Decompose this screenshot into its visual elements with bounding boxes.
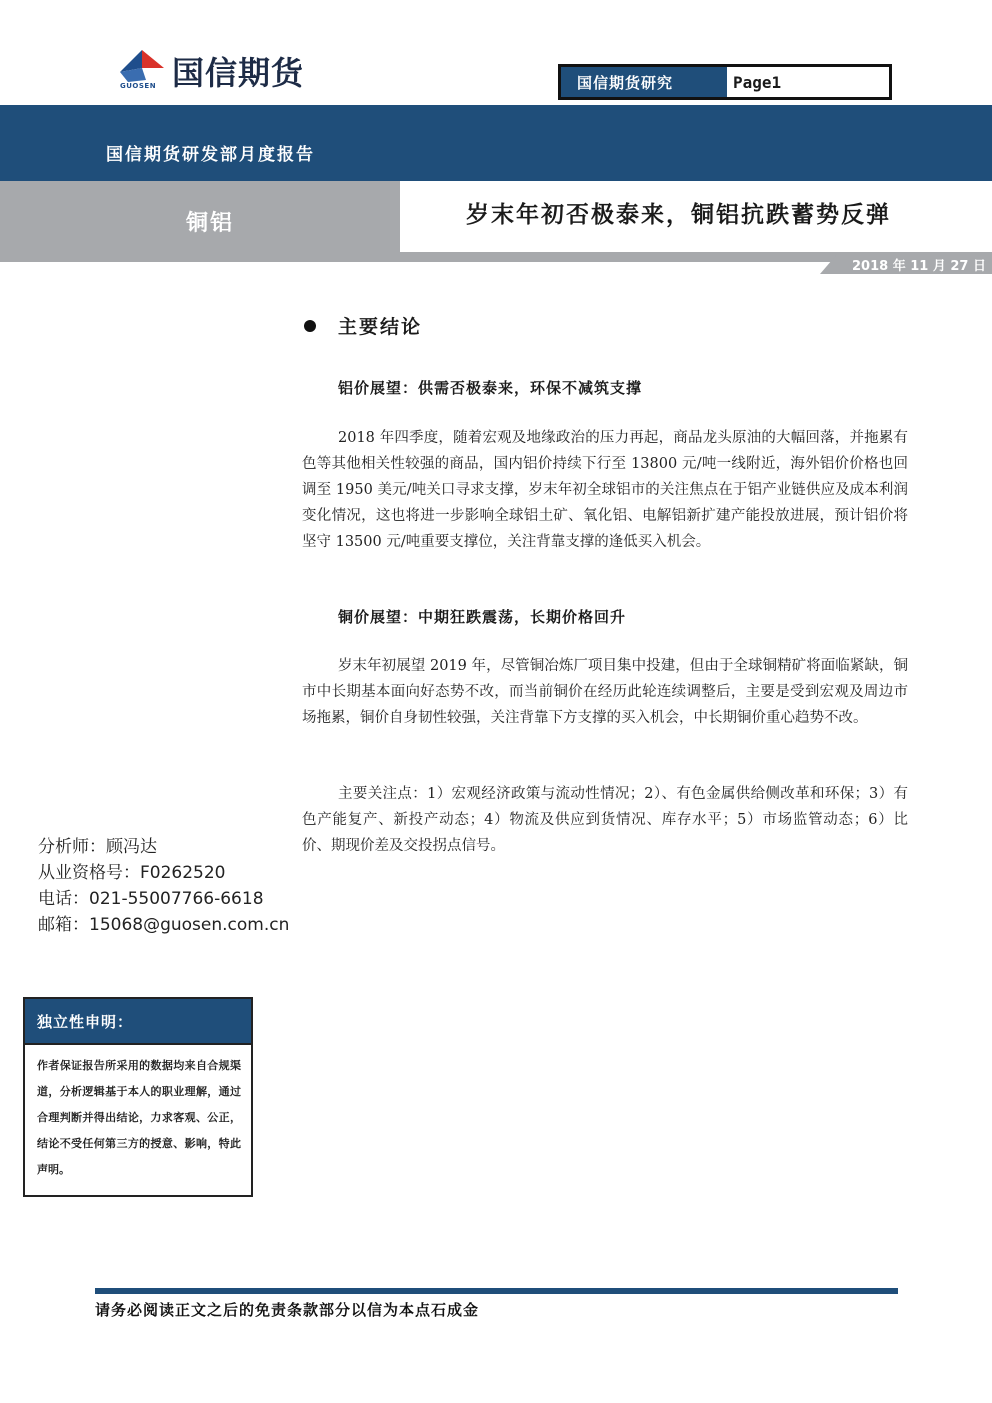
copper-heading: 铜价展望：中期狂跌震荡，长期价格回升 (338, 608, 627, 626)
focus-paragraph: 主要关注点：1）宏观经济政策与流动性情况；2）、有色金属供给侧改革和环保；3）有色产能复产、新投产动态；4）物流及供应到货情况、库存水平；5）市场监管动态；6）比价、期现价差及交投拐点信号。 (302, 786, 908, 854)
aluminum-heading: 铝价展望：供需否极泰来，环保不减筑支撑 (338, 379, 643, 397)
guosen-logo (116, 46, 356, 96)
category-label: 铜铝 (186, 211, 235, 236)
analyst-phone: 电话：021-55007766-6618 (38, 889, 264, 909)
bullet-icon (304, 320, 316, 332)
declaration-title: 独立性申明： (25, 999, 251, 1045)
independence-declaration (23, 997, 253, 1197)
analyst-email[interactable]: 邮箱：15068@guosen.com.cn (38, 915, 290, 935)
footer-divider (95, 1288, 898, 1294)
declaration-body: 作者保证报告所采用的数据均来自合规渠道，分析逻辑基于本人的职业理解，通过合理判断并得出结论，力求客观、公正，结论不受任何第三方的授意、影响，特此声明。 (37, 1059, 241, 1176)
page-number: Page1 (733, 72, 782, 92)
header-info-box (558, 64, 892, 100)
report-type: 国信期货研发部月度报告 (106, 145, 315, 165)
logo-subtext: GUOSEN (120, 82, 157, 90)
analyst-name: 分析师：顾冯达 (38, 837, 157, 857)
report-date: 2018 年 11 月 27 日 (852, 259, 986, 274)
footer-disclaimer: 请务必阅读正文之后的免责条款部分以信为本点石成金 (95, 1301, 480, 1319)
analyst-license: 从业资格号：F0262520 (38, 863, 226, 883)
copper-paragraph: 岁末年初展望 2019 年，尽管铜冶炼厂项目集中投建，但由于全球铜精矿将面临紧缺，铜市中长期基本面向好态势不改，而当前铜价在经历此轮连续调整后，主要是受到宏观及周边市场拖累，铜价自身韧性较强，关注背靠下方支撑的买入机会，中长期铜价重心趋势不改。 (302, 658, 908, 726)
section-heading: 主要结论 (338, 316, 423, 338)
research-label: 国信期货研究 (561, 67, 727, 97)
analyst-info (38, 834, 289, 938)
logo-text: 国信期货 (172, 54, 305, 92)
report-title: 岁末年初否极泰来，铜铝抗跌蓄势反弹 (466, 201, 891, 228)
aluminum-paragraph: 2018 年四季度，随着宏观及地缘政治的压力再起，商品龙头原油的大幅回落，并拖累有色等其他相关性较强的商品，国内铝价持续下行至 13800 元/吨一线附近，海外铝价价格也回调至 1950 美元/吨关口寻求支撑，岁末年初全球铝市的关注焦点在于铝产业链供应及成本利润变化情况，这也将进一步影响全球铝土矿、氧化铝、电解铝新扩建产能投放进展，预计铝价将坚守 13500 元/吨重要支撑位，关注背靠支撑的逢低买入机会。 (302, 430, 908, 550)
